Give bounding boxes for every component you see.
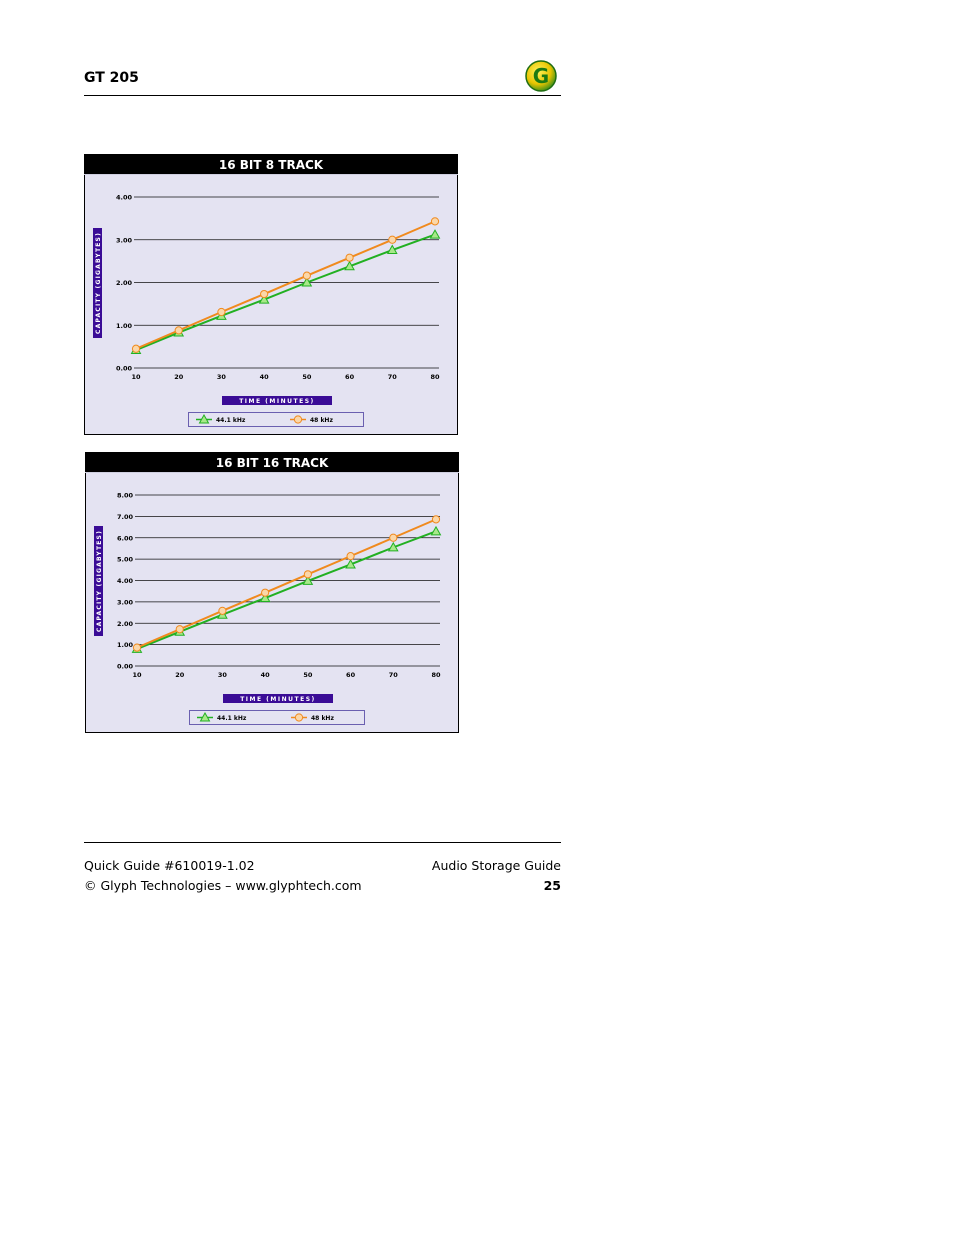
y-tick-label: 1.00	[116, 641, 133, 650]
x-tick-label: 40	[260, 671, 270, 679]
x-axis-label: TIME (MINUTES)	[239, 398, 315, 405]
chart-title: 16 BIT 8 TRACK	[218, 158, 324, 172]
data-point	[176, 626, 183, 633]
x-tick-label: 20	[175, 671, 185, 679]
x-axis-label: TIME (MINUTES)	[240, 696, 316, 703]
x-tick-label: 10	[132, 671, 142, 679]
y-tick-label: 0.00	[116, 662, 133, 671]
data-point	[432, 516, 439, 523]
footer-copyright: © Glyph Technologies – www.glyphtech.com	[84, 878, 362, 893]
x-tick-label: 70	[388, 671, 398, 679]
y-tick-label: 1.00	[115, 321, 132, 330]
data-point	[389, 236, 396, 243]
footer-page-number: 25	[543, 878, 561, 893]
legend-label: 44.1 kHz	[217, 715, 247, 722]
y-tick-label: 3.00	[116, 598, 133, 607]
x-tick-label: 50	[302, 373, 312, 381]
x-tick-label: 80	[430, 373, 440, 381]
y-tick-label: 0.00	[115, 364, 132, 373]
data-point	[304, 571, 311, 578]
x-tick-label: 80	[431, 671, 441, 679]
legend-box	[190, 711, 365, 725]
x-tick-label: 10	[131, 373, 141, 381]
chart-16bit-8track	[84, 154, 458, 435]
x-tick-label: 30	[216, 373, 226, 381]
data-point	[347, 553, 354, 560]
data-point	[218, 308, 225, 315]
data-point	[175, 327, 182, 334]
y-tick-label: 8.00	[116, 491, 133, 500]
data-point	[262, 589, 269, 596]
chart-title: 16 BIT 16 TRACK	[215, 456, 329, 470]
y-tick-label: 7.00	[116, 512, 133, 521]
x-tick-label: 20	[174, 373, 184, 381]
x-tick-label: 30	[217, 671, 227, 679]
y-axis-label: CAPACITY (GIGABYTES)	[96, 529, 103, 633]
x-tick-label: 70	[387, 373, 397, 381]
legend-swatch-marker	[294, 416, 301, 423]
data-point	[390, 534, 397, 541]
x-tick-label: 50	[303, 671, 313, 679]
data-point	[346, 254, 353, 261]
data-point	[133, 644, 140, 651]
logo-letter: G	[532, 64, 550, 88]
y-tick-label: 4.00	[116, 577, 133, 585]
data-point	[431, 218, 438, 225]
x-tick-label: 40	[259, 373, 269, 381]
footer-rule	[84, 842, 561, 843]
data-point	[261, 290, 268, 297]
legend-box	[189, 413, 364, 427]
y-tick-label: 2.00	[116, 619, 133, 628]
chart-frame	[86, 453, 459, 733]
footer-guide-title: Audio Storage Guide	[431, 858, 561, 873]
legend-label: 44.1 kHz	[216, 417, 246, 424]
data-point	[219, 607, 226, 614]
legend-label: 48 kHz	[310, 417, 333, 424]
y-tick-label: 5.00	[116, 555, 133, 564]
glyph-logo	[525, 60, 557, 92]
data-point	[132, 345, 139, 352]
chart-16bit-16track	[85, 452, 459, 733]
y-tick-label: 3.00	[115, 236, 132, 245]
y-tick-label: 6.00	[116, 534, 133, 543]
y-axis-label: CAPACITY (GIGABYTES)	[95, 231, 102, 335]
chart-frame	[85, 155, 458, 435]
legend-label: 48 kHz	[311, 715, 334, 722]
header-rule	[84, 95, 561, 96]
data-point	[303, 272, 310, 279]
y-tick-label: 2.00	[115, 279, 132, 287]
legend-swatch-marker	[295, 714, 302, 721]
x-tick-label: 60	[346, 671, 356, 679]
footer-doc-id: Quick Guide #610019-1.02	[84, 858, 255, 873]
y-tick-label: 4.00	[115, 193, 132, 202]
page-header-title: GT 205	[84, 70, 139, 86]
x-tick-label: 60	[345, 373, 355, 381]
